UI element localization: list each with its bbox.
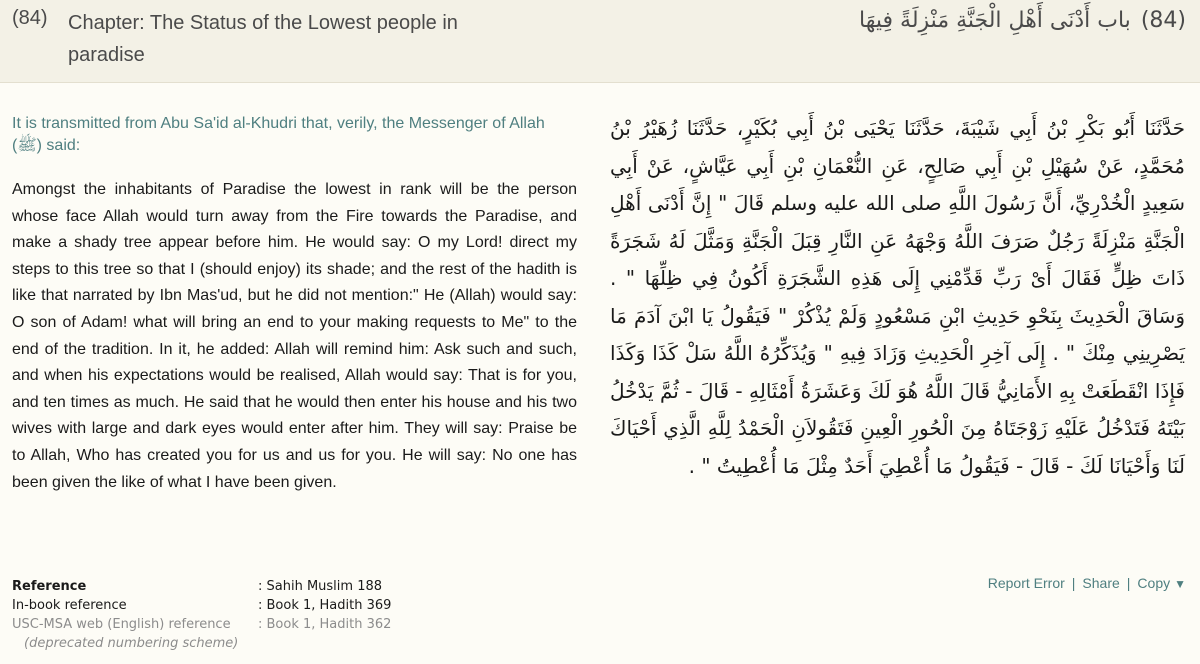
hadith-actions [988,575,1186,591]
inbook-reference-value: : Book 1, Hadith 369 [258,598,392,613]
chapter-number-ar: (84) [1140,8,1186,33]
chapter-title-ar-wrap [626,4,1186,38]
inbook-reference-row [12,596,391,615]
copy-label: Copy [1137,575,1171,591]
hadith-english-text: Amongst the inhabitants of Paradise the lowest in rank will be the person whose face Allah would turn away from the Fire towards the Paradise, and make a shady tree appear before him. He would say: O my Lord! direct my steps to this tree so that I (should enjoy) its shade; and the rest of the hadith is like that narrated by Ibn Mas'ud, but he did not mention:" He (Allah) would say: O son of Adam! what will bring an end to your making requests to Me" to the end of the tradition. In it, he added: Allah will remind him: Ask such and such, and when his expectations would be realised, Allah would say: That is for you, and ten times as much. He said that he would then enter his house and his two wives with large and dark eyes would enter after him. They will say: Praise be to Allah, Who has created you for us and us for you. He will say: No one has been given the like of what I have been given. [12,181,577,491]
deprecated-note: (deprecated numbering scheme) [24,636,239,651]
uscmsa-reference-label: USC-MSA web (English) reference [12,617,231,632]
reference-row [12,577,391,596]
chapter-header [0,0,1200,83]
copy-button[interactable] [1137,575,1186,591]
action-separator: | [1071,575,1076,591]
reference-label: Reference [12,579,87,594]
action-separator: | [1126,575,1131,591]
share-link[interactable]: Share [1082,575,1120,591]
inbook-reference-label: In-book reference [12,598,127,613]
chapter-title-en: Chapter: The Status of the Lowest people in paradise [68,12,458,66]
uscmsa-reference-value: : Book 1, Hadith 362 [258,617,392,632]
chapter-number-en: (84) [12,7,48,29]
chapter-title-ar: باب أَدْنَى أَهْلِ الْجَنَّةِ مَنْزِلَةً فِيهَا [859,8,1131,33]
reference-table [12,577,391,653]
report-error-link[interactable]: Report Error [987,575,1065,591]
uscmsa-reference-row [12,615,391,634]
reference-value: : Sahih Muslim 188 [258,579,383,594]
caret-down-icon: ▼ [1174,577,1186,591]
hadith-arabic-text: حَدَّثَنَا أَبُو بَكْرِ بْنُ أَبِي شَيْبَةَ، حَدَّثَنَا يَحْيَى بْنُ أَبِي بُكَيْرٍ، حَدَّثَنَا زُهَيْرُ بْنُ مُحَمَّدٍ، عَنْ سُهَيْلِ بْنِ أَبِي صَالِحٍ، عَنِ النُّعْمَانِ بْنِ أَبِي عَيَّاشٍ، عَنْ أَبِي سَعِيدٍ الْخُدْرِيِّ، أَنَّ رَسُولَ اللَّهِ صلى الله عليه وسلم قَالَ " إِنَّ أَدْنَى أَهْلِ الْجَنَّةِ مَنْزِلَةً رَجُلٌ صَرَفَ اللَّهُ وَجْهَهُ عَنِ النَّارِ قِبَلَ الْجَنَّةِ وَمَثَّلَ لَهُ شَجَرَةً ذَاتَ ظِلٍّ فَقَالَ أَىْ رَبِّ قَدِّمْنِي إِلَى هَذِهِ الشَّجَرَةِ أَكُونُ فِي ظِلِّهَا " . وَسَاقَ الْحَدِيثَ بِنَحْوِ حَدِيثِ ابْنِ مَسْعُودٍ وَلَمْ يُذْكُرْ " فَيَقُولُ يَا ابْنَ آدَمَ مَا يَصْرِينِي مِنْكَ " . إِلَى آخِرِ الْحَدِيثِ وَزَادَ فِيهِ " وَيُذَكِّرُهُ اللَّهُ سَلْ كَذَا وَكَذَا فَإِذَا انْقَطَعَتْ بِهِ الأَمَانِيُّ قَالَ اللَّهُ هُوَ لَكَ وَعَشَرَةُ أَمْثَالِهِ - قَالَ - ثُمَّ يَدْخُلُ بَيْتَهُ فَتَدْخُلُ عَلَيْهِ زَوْجَتَاهُ مِنَ الْحُورِ الْعِينِ فَتَقُولاَنِ الْحَمْدُ لِلَّهِ الَّذِي أَحْيَاكَ لَنَا وَأَحْيَانَا لَكَ - قَالَ - فَيَقُولُ مَا أُعْطِيَ أَحَدٌ مِثْلَ مَا أُعْطِيتُ " . [610,116,1185,478]
hadith-narrator: It is transmitted from Abu Sa'id al-Khudri that, verily, the Messenger of Allah (ﷺ) said: [12,115,545,154]
